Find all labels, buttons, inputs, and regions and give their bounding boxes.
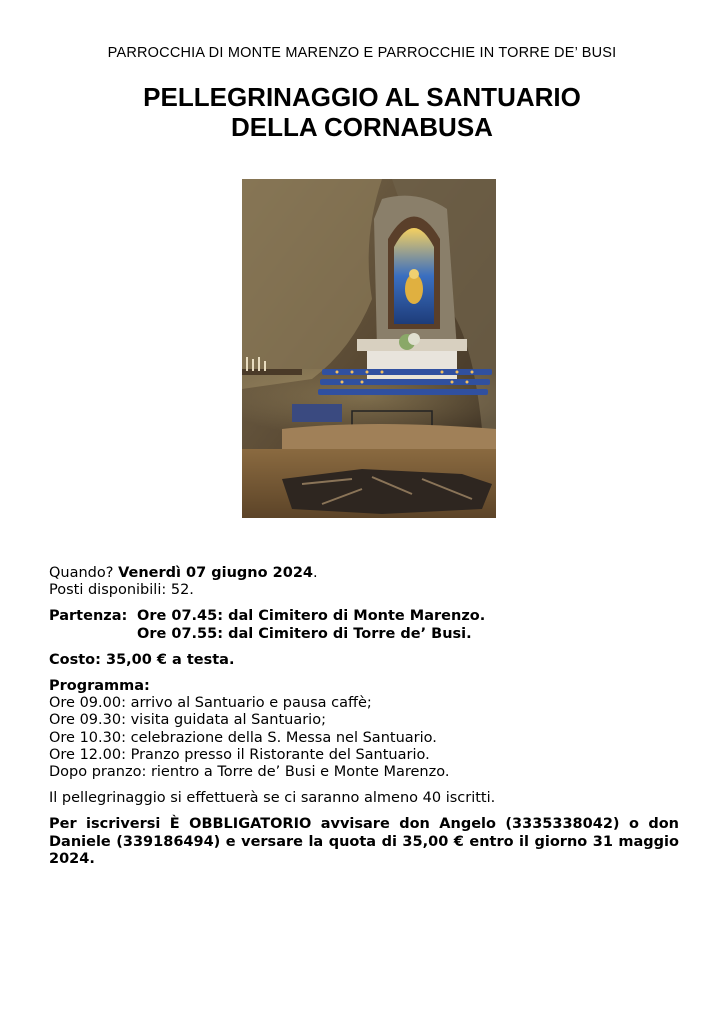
- when-label: Quando?: [49, 565, 114, 581]
- program-title: Programma:: [49, 678, 150, 695]
- page-title: [0, 82, 724, 142]
- when-end: .: [313, 565, 318, 581]
- program-item: Ore 10.30: celebrazione della S. Messa nel Santuario.: [49, 729, 437, 746]
- program-item: Ore 09.30: visita guidata al Santuario;: [49, 712, 326, 729]
- registration-instructions: Per iscriversi È OBBLIGATORIO avvisare don Angelo (3335338042) o don Daniele (339186494) e versare la quota di 35,00 € entro il giorno 31 maggio 2024.: [49, 816, 679, 867]
- event-details: [49, 565, 679, 868]
- title-line-2: DELLA CORNABUSA: [231, 112, 493, 142]
- program-item: Ore 12.00: Pranzo presso il Ristorante del Santuario.: [49, 746, 430, 763]
- when-line: [49, 565, 679, 582]
- parish-header: PARROCCHIA DI MONTE MARENZO E PARROCCHIE IN TORRE DE’ BUSI: [107, 45, 617, 61]
- participation-condition: Il pellegrinaggio si effettuerà se ci saranno almeno 40 iscritti.: [49, 790, 496, 807]
- program-item: Ore 09.00: arrivo al Santuario e pausa caffè;: [49, 695, 372, 712]
- cost-line: Costo: 35,00 € a testa.: [49, 651, 235, 668]
- sanctuary-photo: [242, 179, 496, 518]
- event-date: Venerdì 07 giugno 2024: [118, 565, 313, 581]
- departure-time-2: Ore 07.55: dal Cimitero di Torre de’ Busi.: [137, 625, 472, 642]
- departure-time-1: Ore 07.45: dal Cimitero di Monte Marenzo.: [137, 608, 486, 625]
- departure-row-2: [49, 626, 679, 643]
- departure-label: Partenza:: [49, 608, 128, 625]
- departure-row-1: [49, 608, 679, 625]
- program-item: Dopo pranzo: rientro a Torre de’ Busi e Monte Marenzo.: [49, 764, 450, 781]
- title-line-1: PELLEGRINAGGIO AL SANTUARIO: [143, 82, 581, 112]
- seats-available: Posti disponibili: 52.: [49, 582, 194, 599]
